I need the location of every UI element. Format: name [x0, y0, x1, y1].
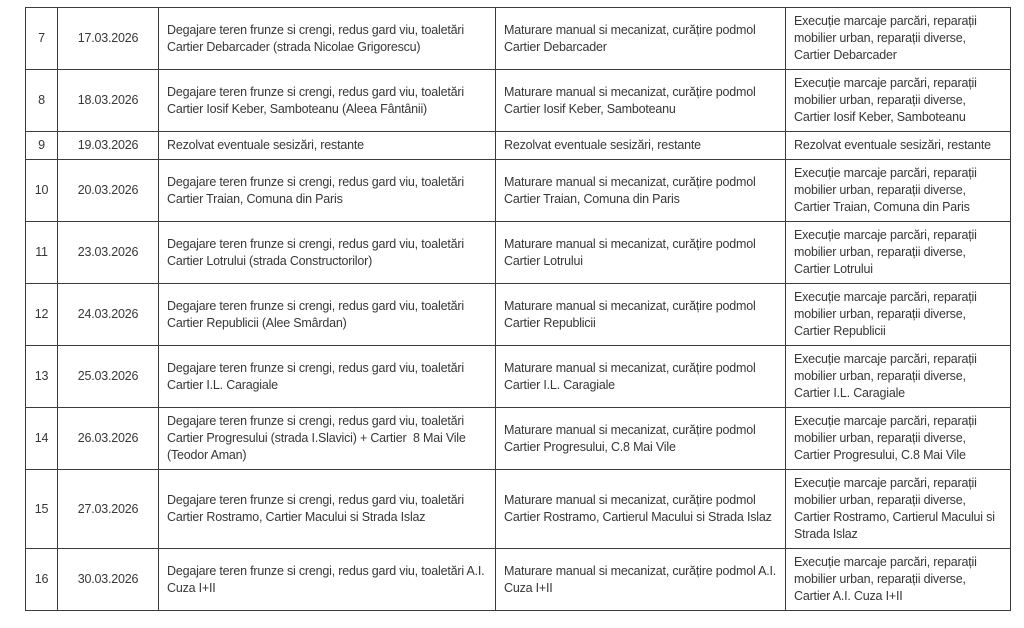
schedule-table-body	[26, 8, 1011, 611]
row-cell-degajare-activity: Degajare teren frunze si crengi, redus gard viu, toaletări Cartier Lotrului (strada Constructorilor)	[159, 222, 496, 284]
row-cell-degajare-activity: Degajare teren frunze si crengi, redus gard viu, toaletări Cartier Republicii (Alee Smârdan)	[159, 284, 496, 346]
table-row	[26, 549, 1011, 611]
table-row	[26, 70, 1011, 132]
row-cell-executie-activity: Execuție marcaje parcări, reparații mobilier urban, reparații diverse, Cartier Traian, Comuna din Paris	[786, 160, 1011, 222]
row-cell-degajare-activity: Degajare teren frunze si crengi, redus gard viu, toaletări Cartier I.L. Caragiale	[159, 346, 496, 408]
row-cell-executie-activity: Rezolvat eventuale sesizări, restante	[786, 132, 1011, 160]
row-cell-executie-activity: Execuție marcaje parcări, reparații mobilier urban, reparații diverse, Cartier Rostramo, Cartierul Macului si Strada Islaz	[786, 470, 1011, 549]
row-date-cell: 18.03.2026	[58, 70, 159, 132]
row-cell-maturare-activity: Maturare manual si mecanizat, curățire podmol Cartier I.L. Caragiale	[496, 346, 786, 408]
row-number-cell: 13	[26, 346, 58, 408]
row-number-cell: 7	[26, 8, 58, 70]
row-cell-maturare-activity: Maturare manual si mecanizat, curățire podmol Cartier Debarcader	[496, 8, 786, 70]
table-row	[26, 470, 1011, 549]
row-date-cell: 24.03.2026	[58, 284, 159, 346]
row-date-cell: 17.03.2026	[58, 8, 159, 70]
row-number-cell: 8	[26, 70, 58, 132]
row-cell-executie-activity: Execuție marcaje parcări, reparații mobilier urban, reparații diverse, Cartier Debarcader	[786, 8, 1011, 70]
row-cell-degajare-activity: Degajare teren frunze si crengi, redus gard viu, toaletări Cartier Progresului (strada I.Slavici) + Cartier 8 Mai Vile (Teodor Aman)	[159, 408, 496, 470]
table-row	[26, 408, 1011, 470]
row-date-cell: 20.03.2026	[58, 160, 159, 222]
row-cell-executie-activity: Execuție marcaje parcări, reparații mobilier urban, reparații diverse, Cartier Republicii	[786, 284, 1011, 346]
schedule-table-container	[25, 7, 1010, 611]
row-cell-maturare-activity: Maturare manual si mecanizat, curățire podmol Cartier Progresului, C.8 Mai Vile	[496, 408, 786, 470]
row-cell-maturare-activity: Maturare manual si mecanizat, curățire podmol Cartier Iosif Keber, Samboteanu	[496, 70, 786, 132]
row-cell-executie-activity: Execuție marcaje parcări, reparații mobilier urban, reparații diverse, Cartier Progresului, C.8 Mai Vile	[786, 408, 1011, 470]
row-cell-maturare-activity: Maturare manual si mecanizat, curățire podmol Cartier Traian, Comuna din Paris	[496, 160, 786, 222]
row-cell-maturare-activity: Maturare manual si mecanizat, curățire podmol Cartier Republicii	[496, 284, 786, 346]
row-cell-maturare-activity: Rezolvat eventuale sesizări, restante	[496, 132, 786, 160]
row-number-cell: 15	[26, 470, 58, 549]
row-number-cell: 14	[26, 408, 58, 470]
row-number-cell: 16	[26, 549, 58, 611]
row-cell-executie-activity: Execuție marcaje parcări, reparații mobilier urban, reparații diverse, Cartier I.L. Caragiale	[786, 346, 1011, 408]
row-cell-maturare-activity: Maturare manual si mecanizat, curățire podmol Cartier Lotrului	[496, 222, 786, 284]
row-cell-degajare-activity: Degajare teren frunze si crengi, redus gard viu, toaletări Cartier Traian, Comuna din Paris	[159, 160, 496, 222]
row-number-cell: 12	[26, 284, 58, 346]
row-cell-maturare-activity: Maturare manual si mecanizat, curățire podmol A.I. Cuza I+II	[496, 549, 786, 611]
row-number-cell: 11	[26, 222, 58, 284]
row-cell-degajare-activity: Degajare teren frunze si crengi, redus gard viu, toaletări Cartier Rostramo, Cartier Macului si Strada Islaz	[159, 470, 496, 549]
row-cell-executie-activity: Execuție marcaje parcări, reparații mobilier urban, reparații diverse, Cartier Iosif Keber, Samboteanu	[786, 70, 1011, 132]
row-cell-executie-activity: Execuție marcaje parcări, reparații mobilier urban, reparații diverse, Cartier A.I. Cuza I+II	[786, 549, 1011, 611]
row-number-cell: 10	[26, 160, 58, 222]
row-date-cell: 30.03.2026	[58, 549, 159, 611]
row-date-cell: 23.03.2026	[58, 222, 159, 284]
table-row	[26, 160, 1011, 222]
table-row	[26, 132, 1011, 160]
row-number-cell: 9	[26, 132, 58, 160]
table-row	[26, 346, 1011, 408]
table-row	[26, 284, 1011, 346]
table-row	[26, 8, 1011, 70]
row-date-cell: 27.03.2026	[58, 470, 159, 549]
row-date-cell: 19.03.2026	[58, 132, 159, 160]
table-row	[26, 222, 1011, 284]
schedule-table	[25, 7, 1011, 611]
row-cell-degajare-activity: Degajare teren frunze si crengi, redus gard viu, toaletări A.I. Cuza I+II	[159, 549, 496, 611]
row-cell-maturare-activity: Maturare manual si mecanizat, curățire podmol Cartier Rostramo, Cartierul Macului si Strada Islaz	[496, 470, 786, 549]
row-date-cell: 26.03.2026	[58, 408, 159, 470]
row-cell-degajare-activity: Degajare teren frunze si crengi, redus gard viu, toaletări Cartier Iosif Keber, Samboteanu (Aleea Fântânii)	[159, 70, 496, 132]
row-cell-executie-activity: Execuție marcaje parcări, reparații mobilier urban, reparații diverse, Cartier Lotrului	[786, 222, 1011, 284]
row-cell-degajare-activity: Degajare teren frunze si crengi, redus gard viu, toaletări Cartier Debarcader (strada Nicolae Grigorescu)	[159, 8, 496, 70]
row-date-cell: 25.03.2026	[58, 346, 159, 408]
row-cell-degajare-activity: Rezolvat eventuale sesizări, restante	[159, 132, 496, 160]
